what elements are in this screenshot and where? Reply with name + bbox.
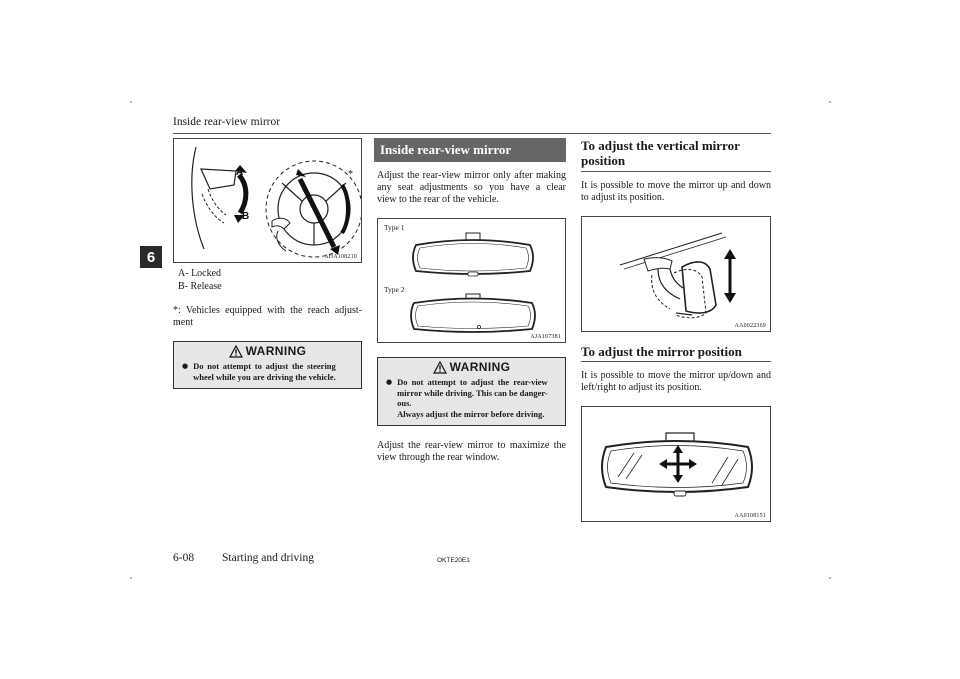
figure-code: AHA108210 bbox=[324, 254, 357, 260]
text-line: to adjust its position. bbox=[581, 192, 665, 203]
legend-item-b bbox=[178, 281, 222, 292]
heading-rule bbox=[581, 361, 771, 362]
note-line: *: Vehicles equipped with the reach adjust- bbox=[173, 305, 362, 316]
vertical-position-text bbox=[581, 180, 771, 204]
svg-text:*: * bbox=[348, 169, 353, 180]
type-1-label: Type 1 bbox=[384, 223, 405, 232]
legend-text: Locked bbox=[191, 268, 222, 279]
warning-line: Do not attempt to adjust the rear-view bbox=[397, 377, 548, 387]
vertical-mirror-figure bbox=[581, 216, 771, 332]
figure-code: AJA107381 bbox=[530, 334, 561, 340]
warning-line: mirror while driving. This can be danger- bbox=[397, 387, 548, 398]
bullet-icon: ● bbox=[182, 362, 189, 370]
warning-triangle-icon bbox=[229, 345, 243, 358]
type-2-label: Type 2 bbox=[384, 285, 405, 294]
outro-line: view through the rear window. bbox=[377, 452, 500, 463]
mirror-position-heading: To adjust the mirror position bbox=[581, 344, 742, 359]
mirror-types-figure bbox=[377, 218, 566, 343]
mirror-position-illustration bbox=[582, 407, 770, 521]
text-line: It is possible to move the mirror up and down bbox=[581, 180, 771, 191]
note-line: ment bbox=[173, 317, 193, 328]
warning-triangle-icon bbox=[433, 361, 447, 374]
steering-tilt-illustration bbox=[174, 139, 361, 262]
warning-title: WARNING bbox=[245, 344, 307, 358]
legend-key: A- bbox=[178, 268, 189, 279]
mirror-warning-box bbox=[377, 357, 566, 426]
section-title: Inside rear-view mirror bbox=[380, 142, 512, 157]
text-line: It is possible to move the mirror up/down and bbox=[581, 370, 771, 381]
running-header: Inside rear-view mirror bbox=[173, 116, 281, 128]
crop-mark bbox=[130, 101, 132, 103]
section-title-bar bbox=[374, 138, 566, 162]
heading-line: position bbox=[581, 153, 626, 168]
svg-text:B: B bbox=[242, 211, 250, 222]
intro-line: any seat adjustments so you have a clear bbox=[377, 182, 566, 193]
mirror-position-figure bbox=[581, 406, 771, 522]
crop-mark bbox=[829, 101, 831, 103]
outro-line: Adjust the rear-view mirror to maximize the bbox=[377, 440, 566, 451]
steering-warning-box bbox=[173, 341, 362, 389]
warning-line: Do not attempt to adjust the steering bbox=[193, 361, 336, 371]
header-rule bbox=[173, 133, 771, 134]
warning-title: WARNING bbox=[449, 360, 511, 374]
svg-text:A: A bbox=[236, 167, 244, 178]
intro-paragraph bbox=[377, 170, 566, 206]
legend-item-a bbox=[178, 268, 221, 279]
warning-line: ous. bbox=[397, 398, 412, 408]
bullet-icon: ● bbox=[386, 378, 393, 386]
warning-line: Always adjust the mirror before driving. bbox=[397, 408, 545, 419]
mirror-position-text bbox=[581, 370, 771, 394]
document-code: OKTE20E1 bbox=[437, 557, 470, 564]
crop-mark bbox=[130, 577, 132, 579]
warning-header bbox=[378, 360, 565, 374]
crop-mark bbox=[829, 577, 831, 579]
warning-item bbox=[378, 374, 565, 419]
legend-key: B- bbox=[178, 281, 188, 292]
warning-item bbox=[174, 358, 361, 382]
figure-code: AA0022369 bbox=[734, 323, 766, 329]
text-line: left/right to adjust its position. bbox=[581, 382, 702, 393]
reach-adjust-note bbox=[173, 305, 362, 329]
figure-code: AA0108151 bbox=[734, 513, 766, 519]
heading-rule bbox=[581, 171, 771, 172]
intro-line: Adjust the rear-view mirror only after making bbox=[377, 170, 566, 181]
mirror-types-illustration bbox=[378, 219, 565, 342]
intro-line: view to the rear of the vehicle. bbox=[377, 194, 499, 205]
heading-line: To adjust the vertical mirror bbox=[581, 138, 740, 153]
warning-header bbox=[174, 344, 361, 358]
outro-paragraph bbox=[377, 440, 566, 464]
warning-line: wheel while you are driving the vehicle. bbox=[193, 371, 336, 382]
steering-wheel-figure bbox=[173, 138, 362, 263]
page-number: 6-08 bbox=[173, 552, 195, 564]
vertical-mirror-illustration bbox=[582, 217, 770, 331]
vertical-position-heading bbox=[581, 138, 771, 168]
chapter-tab: 6 bbox=[140, 246, 162, 268]
legend-text: Release bbox=[190, 281, 222, 292]
footer-chapter-title: Starting and driving bbox=[222, 552, 314, 564]
